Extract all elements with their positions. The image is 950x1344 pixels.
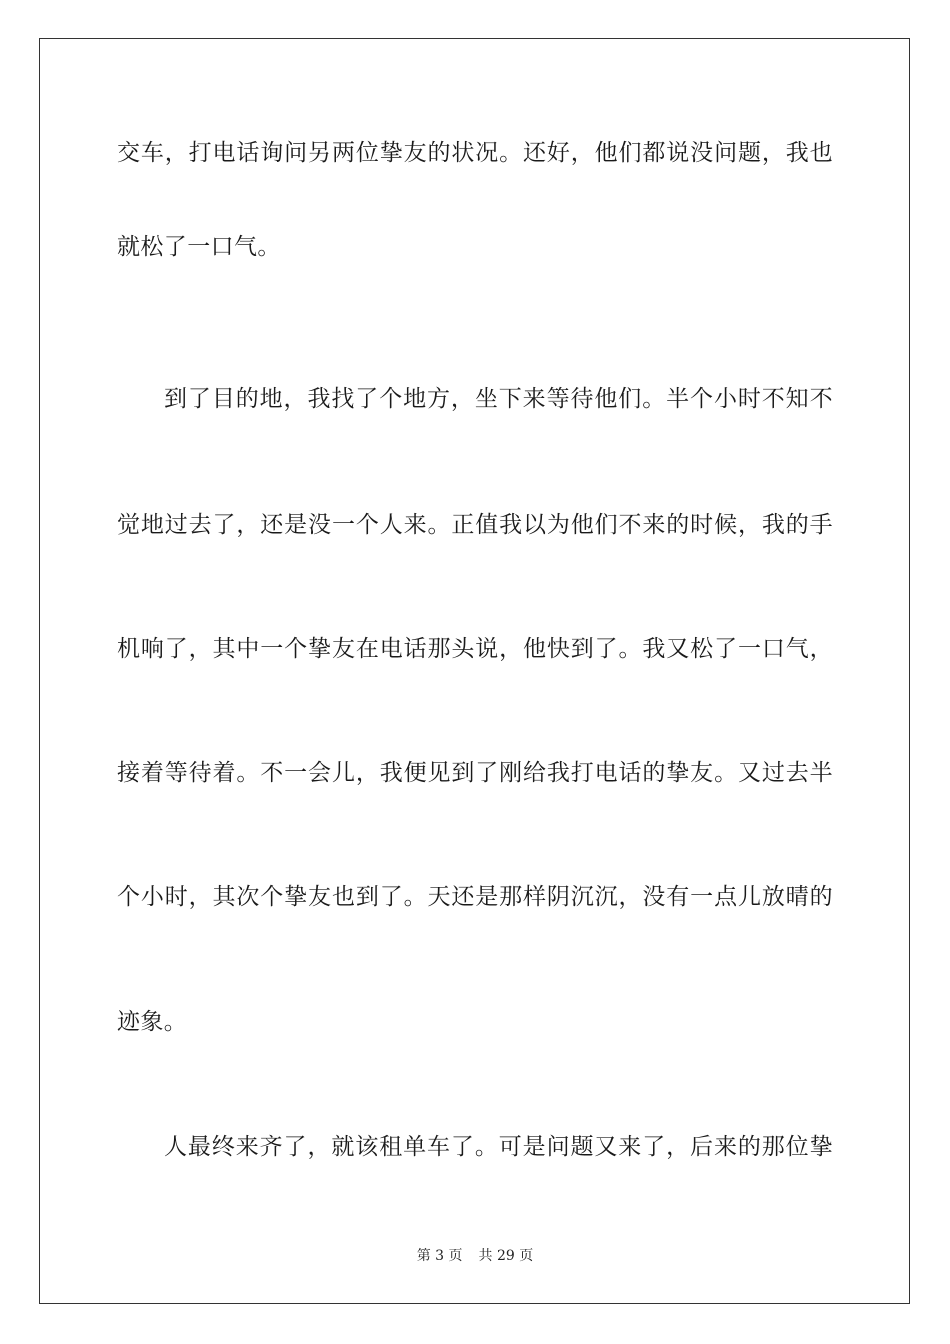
page-number: 第 3 页 [416,1248,463,1264]
paragraph-line-8: 迹象。 [117,1009,188,1035]
paragraph-line-4: 觉地过去了，还是没一个人来。正值我以为他们不来的时候，我的手 [117,512,833,538]
paragraph-line-3: 到了目的地，我找了个地方，坐下来等待他们。半个小时不知不 [164,386,833,412]
page-total: 共 29 页 [478,1248,534,1264]
paragraph-line-5: 机响了，其中一个挚友在电话那头说，他快到了。我又松了一口气， [117,636,833,662]
paragraph-line-7: 个小时，其次个挚友也到了。天还是那样阴沉沉，没有一点儿放晴的 [117,884,833,910]
paragraph-line-6: 接着等待着。不一会儿，我便见到了刚给我打电话的挚友。又过去半 [117,760,833,786]
paragraph-line-1: 交车，打电话询问另两位挚友的状况。还好，他们都说没问题，我也 [117,140,833,166]
paragraph-line-2: 就松了一口气。 [117,234,281,260]
page-footer [0,1247,950,1265]
paragraph-line-9: 人最终来齐了，就该租单车了。可是问题又来了，后来的那位挚 [164,1134,833,1160]
page-border [39,38,910,1304]
